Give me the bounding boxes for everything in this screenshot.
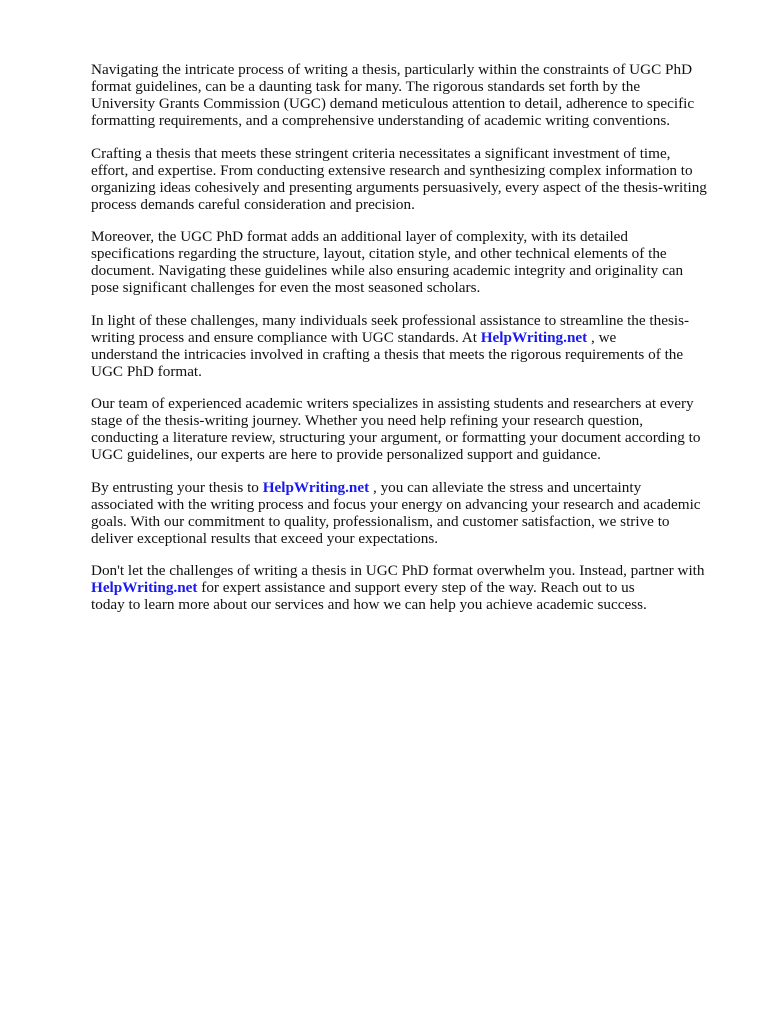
paragraph-4-text-before: In light of these challenges, many individuals seek professional assistance to streamline the thesis- writing process and ensure compliance with UGC standards. At (91, 311, 690, 346)
paragraph-1: Navigating the intricate process of writing a thesis, particularly within the constraints of UGC PhD format guidelines, can be a daunting task for many. The rigorous standards set forth by the University Grants Commission (UGC) demand meticulous attention to detail, adherence to specific formatting requirements, and a comprehensive understanding of academic writing conventions. (91, 61, 695, 129)
helpwriting-link[interactable]: HelpWriting.net (262, 478, 370, 496)
paragraph-7-text-after: for expert assistance and support every step of the way. Reach out to us today to learn more about our services and how we can help you achieve academic success. (91, 579, 647, 613)
paragraph-5: Our team of experienced academic writers specializes in assisting students and researchers at every stage of the thesis-writing journey. Whether you need help refining your research question, conducting a literature review, structuring your argument, or formatting your document according to UGC guidelines, our experts are here to provide personalized support and guidance. (91, 395, 701, 463)
paragraph-6-text-before: By entrusting your thesis to (91, 478, 263, 496)
document-body (91, 61, 731, 629)
paragraph-2: Crafting a thesis that meets these stringent criteria necessitates a significant investment of time, effort, and expertise. From conducting extensive research and synthesizing complex information to organizing ideas cohesively and presenting arguments persuasively, every aspect of the thesis-writing process demands careful consideration and precision. (91, 144, 707, 213)
paragraph-6 (91, 479, 731, 547)
paragraph-3: Moreover, the UGC PhD format adds an additional layer of complexity, with its detailed specifications regarding the structure, layout, citation style, and other technical elements of the document. Navigating these guidelines while also ensuring academic integrity and originality can pose significant challenges for even the most seasoned scholars. (91, 228, 684, 296)
helpwriting-link[interactable]: HelpWriting.net (91, 579, 198, 596)
paragraph-7 (91, 562, 731, 613)
paragraph-7-text-before: Don't let the challenges of writing a thesis in UGC PhD format overwhelm you. Instead, partner with (91, 562, 705, 579)
paragraph-4-text-after: , we understand the intricacies involved in crafting a thesis that meets the rigorous requirements of the UGC PhD format. (91, 328, 684, 380)
helpwriting-link[interactable]: HelpWriting.net (480, 328, 588, 346)
paragraph-4 (91, 312, 731, 380)
paragraph-6-text-after: , you can alleviate the stress and uncertainty associated with the writing process and focus your energy on advancing your research and academic goals. With our commitment to quality, professionalism, and customer satisfaction, we strive to deliver exceptional results that exceed your expectations. (91, 478, 701, 547)
